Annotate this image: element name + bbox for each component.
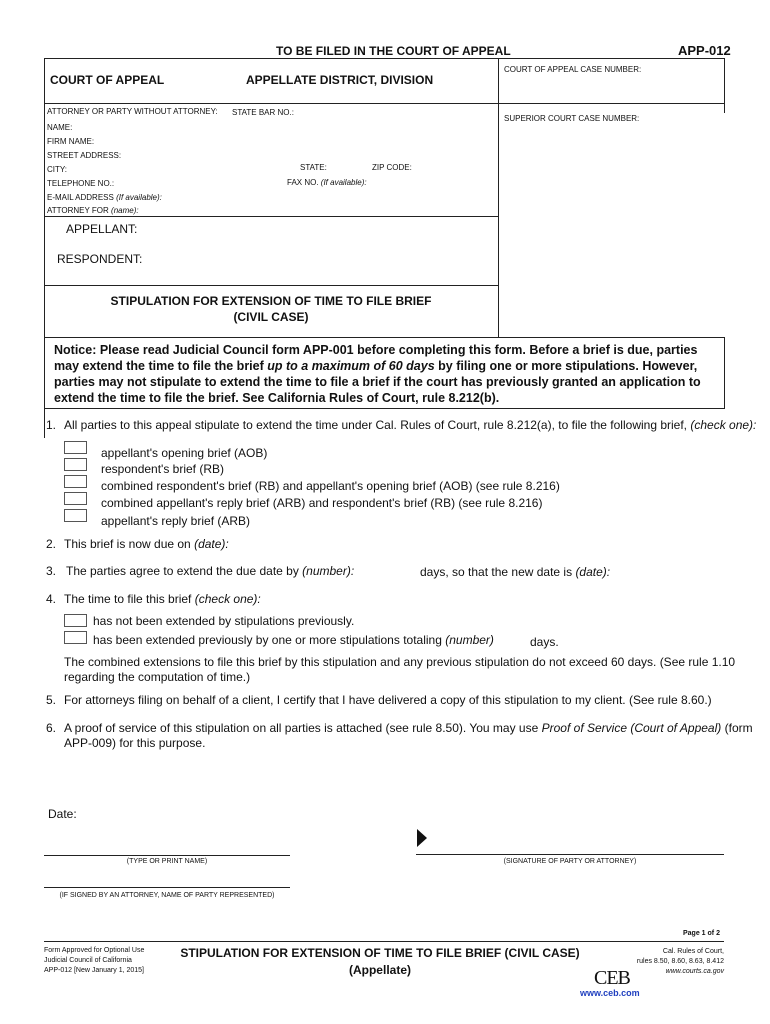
fax-label: FAX NO. (If available): [287, 178, 367, 187]
appellate-district-label: APPELLATE DISTRICT, DIVISION [246, 73, 434, 87]
parties-rule [44, 285, 498, 286]
title-right-border [498, 240, 499, 338]
state-label: STATE: [300, 163, 327, 172]
sign-here-arrow-icon [416, 828, 428, 848]
checkbox-extended-previously[interactable] [64, 631, 87, 644]
court-of-appeal-label: COURT OF APPEAL [50, 73, 165, 87]
form-code: APP-012 [678, 43, 731, 58]
item-2-number: 2. [46, 537, 57, 551]
attorney-label: ATTORNEY OR PARTY WITHOUT ATTORNEY: [47, 107, 218, 116]
left-border [44, 58, 45, 438]
footer-subtitle: (Appellate) [348, 963, 411, 977]
rules-of-court: Cal. Rules of Court, rules 8.50, 8.60, 8.63, 8.412 www.courts.ca.gov [636, 948, 724, 975]
represented-line[interactable] [44, 887, 290, 888]
city-label: CITY: [47, 165, 68, 174]
notice-right-border [724, 337, 725, 409]
footer-title: STIPULATION FOR EXTENSION OF TIME TO FILE BRIEF (CIVIL CASE) [180, 946, 580, 960]
case-number-divider [498, 58, 499, 240]
footer-rule [44, 941, 724, 942]
notice-bottom-rule [44, 408, 724, 409]
case-number-label: COURT OF APPEAL CASE NUMBER: [504, 65, 642, 74]
checkbox-arb-rb[interactable] [64, 492, 87, 505]
checkbox-aob[interactable] [64, 441, 87, 454]
option-extended-previously: has been extended previously by one or more stipulations totaling (number) [93, 633, 494, 647]
notice-text: Notice: Please read Judicial Council form APP-001 before completing this form. Before a brief is due, parties may extend the time to file the brief up to a maximum of 60 days by filing one or more stipulations. However, parties may not stipulate to extend the time to file a brief if the court has previously granted an application to extend the time to file the brief. See California Rules of Court, rule 8.212(b). [54, 343, 701, 405]
represented-caption: (IF SIGNED BY AN ATTORNEY, NAME OF PARTY REPRESENTED) [59, 892, 275, 899]
zip-label: ZIP CODE: [372, 163, 412, 172]
option-arb: appellant's reply brief (ARB) [101, 514, 251, 528]
attorney-for-label: ATTORNEY FOR (name): [47, 206, 139, 215]
item-3-text: The parties agree to extend the due date by (number): [66, 564, 355, 578]
option-aob: appellant's opening brief (AOB) [101, 446, 268, 460]
option-arb-rb: combined appellant's reply brief (ARB) and respondent's brief (RB) (see rule 8.216) [101, 496, 543, 510]
combined-extensions-line2: regarding the computation of time.) [64, 670, 251, 684]
item-1-number: 1. [46, 418, 57, 432]
case-number-rule [498, 103, 724, 104]
superior-case-number-label: SUPERIOR COURT CASE NUMBER: [504, 114, 640, 123]
ceb-logo: CEB [594, 967, 630, 989]
signature-caption: (SIGNATURE OF PARTY OR ATTORNEY) [503, 858, 637, 865]
checkbox-rb-aob[interactable] [64, 475, 87, 488]
type-name-caption: (TYPE OR PRINT NAME) [126, 858, 208, 865]
street-address-label: STREET ADDRESS: [47, 151, 122, 160]
form-title-line1: STIPULATION FOR EXTENSION OF TIME TO FILE BRIEF [110, 294, 432, 308]
option-extended-days: days. [530, 635, 559, 649]
item-6-number: 6. [46, 721, 57, 735]
option-rb: respondent's brief (RB) [101, 462, 225, 476]
signature-line[interactable] [416, 854, 724, 855]
respondent-label: RESPONDENT: [57, 252, 143, 266]
attorney-block-rule [44, 216, 498, 217]
firm-name-label: FIRM NAME: [47, 137, 95, 146]
header-top-rule [44, 58, 724, 59]
email-label: E-MAIL ADDRESS (If available): [47, 193, 162, 202]
ceb-link[interactable]: www.ceb.com [580, 988, 640, 998]
checkbox-not-extended[interactable] [64, 614, 87, 627]
court-row-rule [44, 103, 498, 104]
right-border-top [724, 58, 725, 113]
option-not-extended: has not been extended by stipulations previously. [93, 614, 355, 628]
item-3-days: days, so that the new date is (date): [420, 565, 611, 579]
item-2-text: This brief is now due on (date): [64, 537, 229, 551]
option-rb-aob: combined respondent's brief (RB) and appellant's opening brief (AOB) (see rule 8.216) [101, 479, 560, 493]
to-be-filed-heading: TO BE FILED IN THE COURT OF APPEAL [276, 44, 511, 58]
name-label: NAME: [47, 123, 73, 132]
checkbox-arb[interactable] [64, 509, 87, 522]
item-3-number: 3. [46, 564, 57, 578]
item-6-text: A proof of service of this stipulation on all parties is attached (see rule 8.50). You may use Proof of Service (Court of Appeal) (form [64, 721, 753, 735]
form-approved: Form Approved for Optional Use Judicial Council of California APP-012 [New January 1, 2015] [44, 947, 145, 974]
state-bar-label: STATE BAR NO.: [232, 108, 294, 117]
item-6-text-cont: APP-009) for this purpose. [64, 736, 206, 750]
combined-extensions-line1: The combined extensions to file this brief by this stipulation and any previous stipulation do not exceed 60 days. (See rule 1.10 [64, 655, 736, 669]
name-line[interactable] [44, 855, 290, 856]
appellant-label: APPELLANT: [66, 222, 138, 236]
item-4-text: The time to file this brief (check one): [64, 592, 261, 606]
item-5-number: 5. [46, 693, 57, 707]
telephone-label: TELEPHONE NO.: [47, 179, 115, 188]
item-4-number: 4. [46, 592, 57, 606]
item-5-text: For attorneys filing on behalf of a client, I certify that I have delivered a copy of this stipulation to my client. (See rule 8.60.) [64, 693, 712, 707]
notice-top-rule [44, 337, 724, 338]
item-1-text: All parties to this appeal stipulate to extend the time under Cal. Rules of Court, rule 8.212(a), to file the following brief, (check one): [64, 418, 757, 432]
page-number: Page 1 of 2 [683, 930, 720, 937]
date-label: Date: [48, 807, 77, 821]
form-title-line2: (CIVIL CASE) [233, 310, 309, 324]
checkbox-rb[interactable] [64, 458, 87, 471]
